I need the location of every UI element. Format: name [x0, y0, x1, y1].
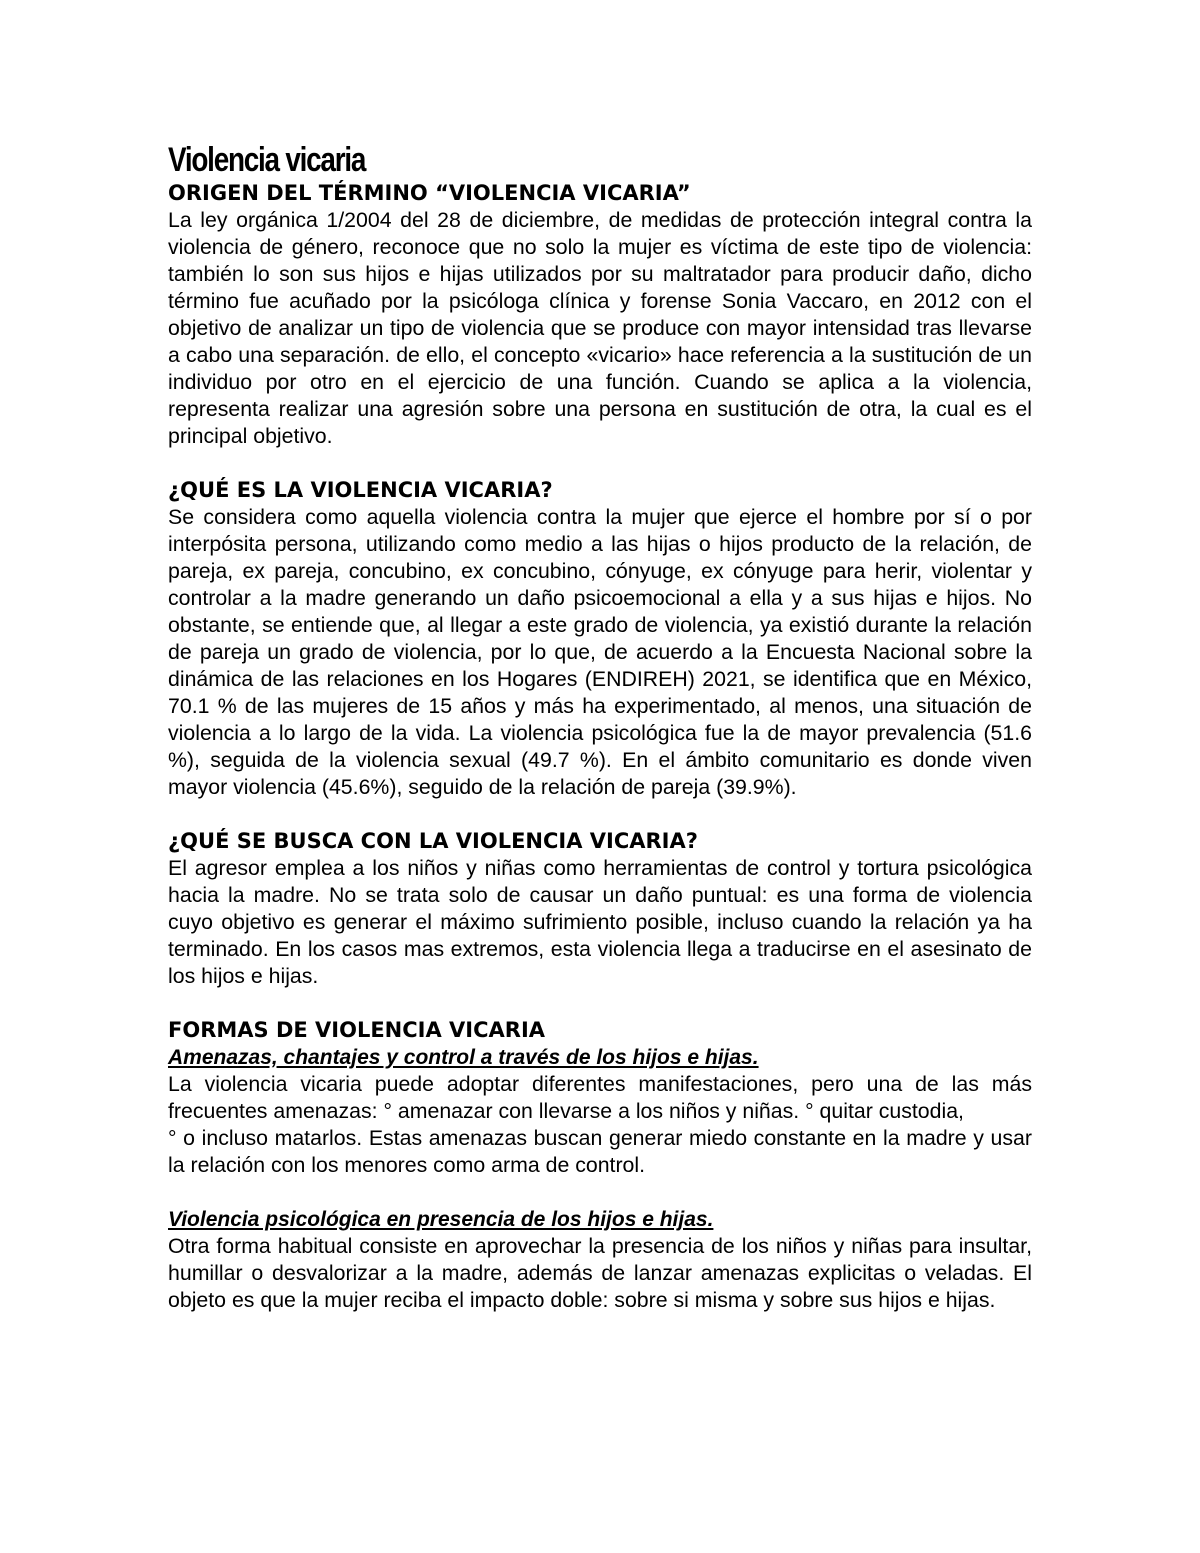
section-paragraph-que-se-busca: El agresor emplea a los niños y niñas como herramientas de control y tortura psicológica hacia la madre. No se trata solo de causar un daño puntual: es una forma de violencia cuyo objetivo es generar el máximo sufrimiento posible, incluso cuando la relación ya ha terminado. En los casos mas extremos, esta violencia llega a traducirse en el asesinato de los hijos e hijas. — [168, 856, 1032, 988]
subsection-paragraph-violencia-psicologica: Otra forma habitual consiste en aprovechar la presencia de los niños y niñas para insultar, humillar o desvalorizar a la madre, además de lanzar amenazas explicitas o veladas. El objeto es que la mujer reciba el impacto doble: sobre si misma y sobre sus hijos e hijas. — [168, 1234, 1032, 1312]
subheading-violencia-psicologica: Violencia psicológica en presencia de los hijos e hijas. — [168, 1208, 714, 1231]
section-heading-que-se-busca: ¿QUÉ SE BUSCA CON LA VIOLENCIA VICARIA? — [168, 829, 698, 853]
spacer — [168, 990, 1032, 1017]
document-page — [168, 140, 1032, 1314]
subheading-amenazas: Amenazas, chantajes y control a través de los hijos e hijas. — [168, 1046, 759, 1069]
subsection-paragraph-amenazas-2: ° o incluso matarlos. Estas amenazas buscan generar miedo constante en la madre y usar la relación con los menores como arma de control. — [168, 1126, 1032, 1177]
document-title: Violencia vicaria — [168, 141, 366, 179]
spacer — [168, 1179, 1032, 1206]
spacer — [168, 801, 1032, 828]
section-paragraph-que-es: Se considera como aquella violencia contra la mujer que ejerce el hombre por sí o por interpósita persona, utilizando como medio a las hijas o hijos producto de la relación, de pareja, ex pareja, concubino, ex concubino, cónyuge, ex cónyuge para herir, violentar y controlar a la madre generando un daño psicoemocional a ella y a sus hijas e hijos. No obstante, se entiende que, al llegar a este grado de violencia, ya existió durante la relación de pareja un grado de violencia, por lo que, de acuerdo a la Encuesta Nacional sobre la dinámica de las relaciones en los Hogares (ENDIREH) 2021, se identifica que en México, 70.1 % de las mujeres de 15 años y más ha experimentado, al menos, una situación de violencia a lo largo de la vida. La violencia psicológica fue la de mayor prevalencia (51.6 %), seguida de la violencia sexual (49.7 %). En el ámbito comunitario es donde viven mayor violencia (45.6%), seguido de la relación de pareja (39.9%). — [168, 505, 1032, 799]
spacer — [168, 450, 1032, 477]
section-heading-origen: ORIGEN DEL TÉRMINO “VIOLENCIA VICARIA” — [168, 181, 691, 205]
section-heading-que-es: ¿QUÉ ES LA VIOLENCIA VICARIA? — [168, 478, 553, 502]
section-heading-formas: FORMAS DE VIOLENCIA VICARIA — [168, 1018, 546, 1042]
section-paragraph-origen: La ley orgánica 1/2004 del 28 de diciembre, de medidas de protección integral contra la violencia de género, reconoce que no solo la mujer es víctima de este tipo de violencia: también lo son sus hijos e hijas utilizados por su maltratador para producir daño, dicho término fue acuñado por la psicóloga clínica y forense Sonia Vaccaro, en 2012 con el objetivo de analizar un tipo de violencia que se produce con mayor intensidad tras llevarse a cabo una separación. de ello, el concepto «vicario» hace referencia a la sustitución de un individuo por otro en el ejercicio de una función. Cuando se aplica a la violencia, representa realizar una agresión sobre una persona en sustitución de otra, la cual es el principal objetivo. — [168, 208, 1032, 448]
subsection-paragraph-amenazas-1: La violencia vicaria puede adoptar diferentes manifestaciones, pero una de las más frecuentes amenazas: ° amenazar con llevarse a los niños y niñas. ° quitar custodia, — [168, 1072, 1032, 1123]
